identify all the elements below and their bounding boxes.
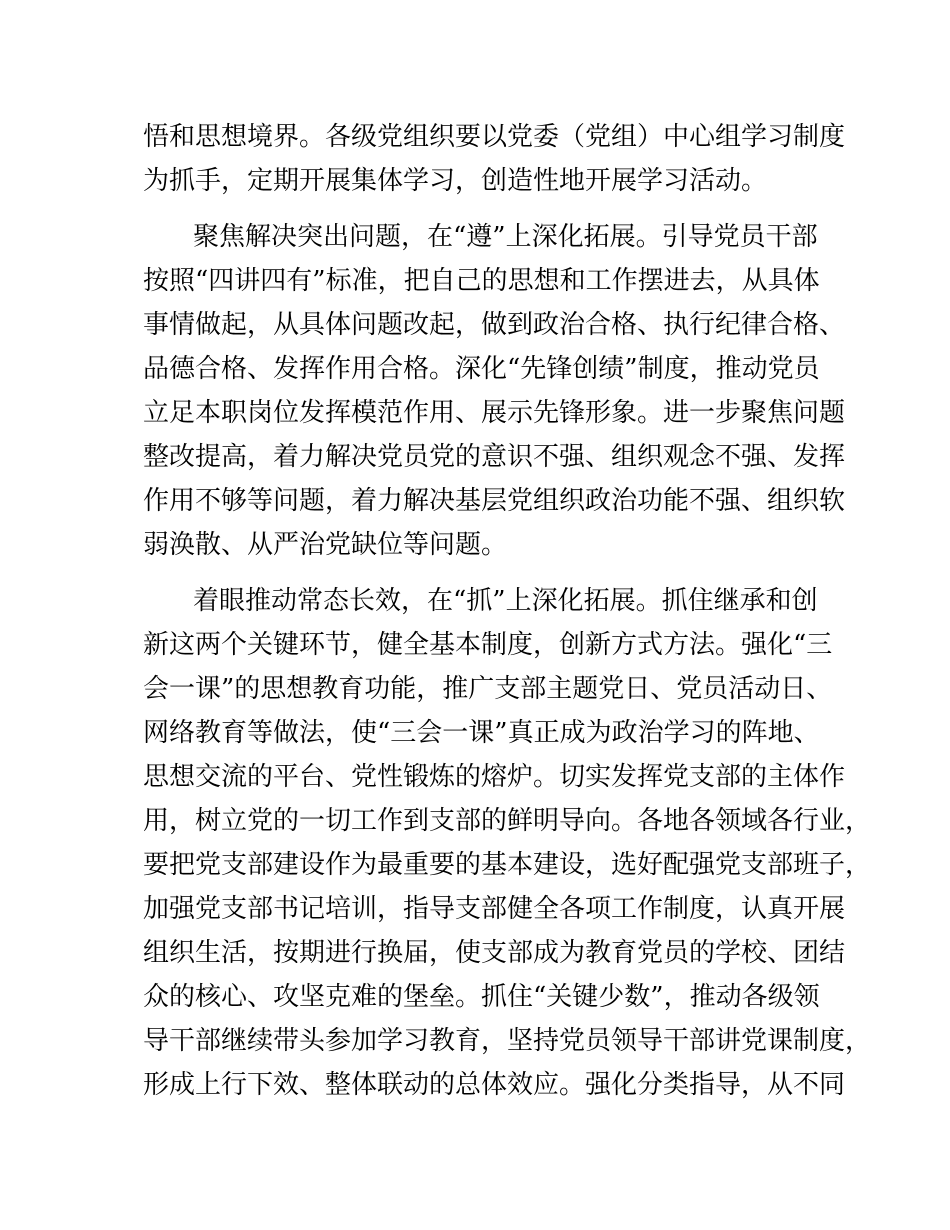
text-line: 为抓手，定期开展集体学习，创造性地开展学习活动。	[143, 166, 768, 196]
text-line: 品德合格、发挥作用合格。深化“先锋创绩”制度，推动党员	[143, 354, 820, 384]
text-line: 众的核心、攻坚克难的堡垒。抓住“关键少数”，推动各级领	[143, 982, 820, 1012]
text-line: 加强党支部书记培训，指导支部健全各项工作制度，认真开展	[143, 894, 846, 924]
text-line: 要把党支部建设作为最重要的基本建设，选好配强党支部班子，	[143, 850, 872, 880]
text-line: 整改提高，着力解决党员党的意识不强、组织观念不强、发挥	[143, 442, 846, 472]
text-line: 着眼推动常态长效，在“抓”上深化拓展。抓住继承和创	[193, 586, 818, 616]
text-line: 立足本职岗位发挥模范作用、展示先锋形象。进一步聚焦问题	[143, 398, 846, 428]
text-line: 作用不够等问题，着力解决基层党组织政治功能不强、组织软	[143, 486, 846, 516]
text-line: 导干部继续带头参加学习教育，坚持党员领导干部讲党课制度，	[143, 1026, 872, 1056]
text-line: 网络教育等做法，使“三会一课”真正成为政治学习的阵地、	[143, 718, 820, 748]
text-line: 弱涣散、从严治党缺位等问题。	[143, 530, 508, 560]
text-line: 新这两个关键环节，健全基本制度，创新方式方法。强化“三	[143, 630, 833, 660]
text-line: 聚焦解决突出问题，在“遵”上深化拓展。引导党员干部	[193, 222, 818, 252]
text-line: 按照“四讲四有”标准，把自己的思想和工作摆进去，从具体	[143, 266, 820, 296]
text-line: 会一课”的思想教育功能，推广支部主题党日、党员活动日、	[143, 674, 833, 704]
text-line: 组织生活，按期进行换届，使支部成为教育党员的学校、团结	[143, 938, 846, 968]
text-line: 形成上行下效、整体联动的总体效应。强化分类指导，从不同	[143, 1070, 846, 1100]
text-line: 事情做起，从具体问题改起，做到政治合格、执行纪律合格、	[143, 310, 846, 340]
text-line: 悟和思想境界。各级党组织要以党委（党组）中心组学习制度	[143, 122, 846, 152]
text-line: 用，树立党的一切工作到支部的鲜明导向。各地各领域各行业，	[143, 806, 872, 836]
text-line: 思想交流的平台、党性锻炼的熔炉。切实发挥党支部的主体作	[143, 762, 846, 792]
